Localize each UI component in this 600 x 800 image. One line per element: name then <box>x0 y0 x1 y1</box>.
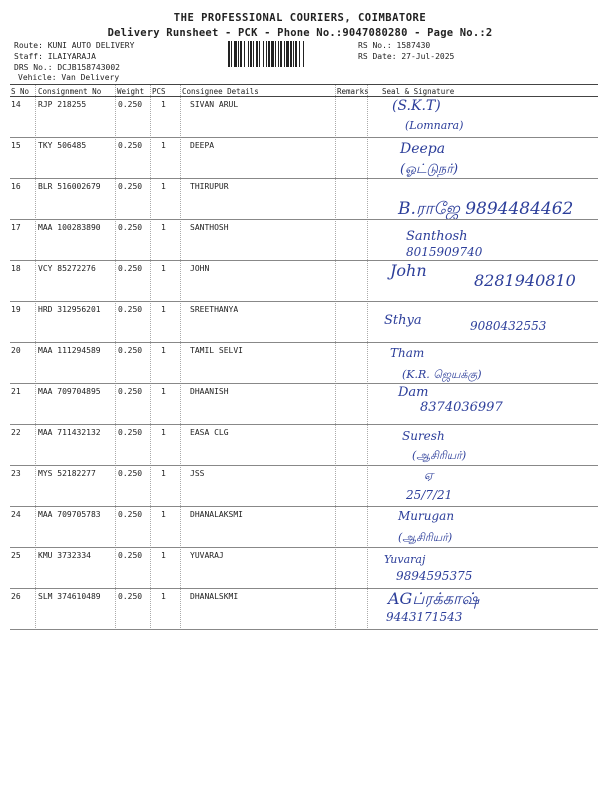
signature-text: (S.K.T) <box>392 98 441 114</box>
consignee-name: SANTHOSH <box>190 223 229 232</box>
weight-value: 0.250 <box>118 305 143 314</box>
row-divider <box>10 383 598 384</box>
signature-note: 9443171543 <box>386 610 463 624</box>
col-pcs-header: PCS <box>152 87 166 96</box>
row-serial-number: 18 <box>11 264 21 273</box>
row-serial-number: 20 <box>11 346 21 355</box>
pieces-count: 1 <box>161 141 166 150</box>
pieces-count: 1 <box>161 469 166 478</box>
row-serial-number: 15 <box>11 141 21 150</box>
document-subtitle: Delivery Runsheet - PCK - Phone No.:9047080280 - Page No.:2 <box>107 27 493 39</box>
route-label: Route: KUNI AUTO DELIVERY <box>14 41 135 50</box>
signature-text: Sthya <box>384 313 422 328</box>
weight-value: 0.250 <box>118 551 143 560</box>
signature-note: 9894595375 <box>396 569 473 583</box>
weight-value: 0.250 <box>118 182 143 191</box>
pieces-count: 1 <box>161 510 166 519</box>
row-serial-number: 23 <box>11 469 21 478</box>
staff-label: Staff: ILAIYARAJA <box>14 52 96 61</box>
col-consignment-header: Consignment No <box>38 87 102 96</box>
consignee-name: TAMIL SELVI <box>190 346 243 355</box>
row-divider <box>10 588 598 589</box>
col-consignee-header: Consignee Details <box>182 87 259 96</box>
table-header-rule <box>10 96 598 97</box>
consignment-number: SLM 374610489 <box>38 592 101 601</box>
consignment-number: VCY 85272276 <box>38 264 96 273</box>
pieces-count: 1 <box>161 387 166 396</box>
weight-value: 0.250 <box>118 100 143 109</box>
weight-value: 0.250 <box>118 387 143 396</box>
consignment-number: MAA 111294589 <box>38 346 101 355</box>
pieces-count: 1 <box>161 223 166 232</box>
signature-text: Suresh <box>402 429 445 443</box>
pieces-count: 1 <box>161 182 166 191</box>
signature-note: 8015909740 <box>406 245 483 259</box>
table-top-rule <box>10 84 598 85</box>
consignee-name: JSS <box>190 469 205 478</box>
signature-note: 8374036997 <box>420 400 503 415</box>
signature-text: Santhosh <box>406 229 468 244</box>
pieces-count: 1 <box>161 428 166 437</box>
consignment-number: MAA 100283890 <box>38 223 101 232</box>
pieces-count: 1 <box>161 264 166 273</box>
document-title: THE PROFESSIONAL COURIERS, COIMBATORE <box>173 12 427 24</box>
weight-value: 0.250 <box>118 510 143 519</box>
consignee-name: DEEPA <box>190 141 215 150</box>
consignee-name: YUVARAJ <box>190 551 224 560</box>
signature-text: Tham <box>390 346 425 360</box>
col-seal-header: Seal & Signature <box>382 87 455 96</box>
weight-value: 0.250 <box>118 469 143 478</box>
row-divider <box>10 465 598 466</box>
signature-note: (K.R. ஜெயக்கு) <box>402 368 482 381</box>
row-serial-number: 25 <box>11 551 21 560</box>
consignee-name: DHANALAKSMI <box>190 510 243 519</box>
consignee-name: JOHN <box>190 264 210 273</box>
consignment-number: MAA 711432132 <box>38 428 101 437</box>
consignment-number: MAA 709705783 <box>38 510 101 519</box>
consignment-number: MAA 709704895 <box>38 387 101 396</box>
consignee-name: SIVAN ARUL <box>190 100 239 109</box>
signature-note: B.ராஜே 9894484462 <box>398 199 574 219</box>
weight-value: 0.250 <box>118 264 143 273</box>
consignment-number: HRD 312956201 <box>38 305 101 314</box>
row-serial-number: 17 <box>11 223 21 232</box>
weight-value: 0.250 <box>118 223 143 232</box>
row-serial-number: 21 <box>11 387 21 396</box>
pieces-count: 1 <box>161 100 166 109</box>
consignment-number: TKY 506485 <box>38 141 87 150</box>
signature-text: Dam <box>398 385 429 400</box>
rs-date: RS Date: 27-Jul-2025 <box>358 52 455 61</box>
col-sno-header: S No <box>11 87 30 96</box>
rs-number: RS No.: 1587430 <box>358 41 431 50</box>
col-remarks-header: Remarks <box>337 87 369 96</box>
row-serial-number: 16 <box>11 182 21 191</box>
weight-value: 0.250 <box>118 428 143 437</box>
row-serial-number: 22 <box>11 428 21 437</box>
signature-note: (ஆசிரியர்) <box>398 531 453 544</box>
col-weight-header: Weight <box>117 87 145 96</box>
consignment-number: RJP 218255 <box>38 100 87 109</box>
signature-note: (ஆசிரியர்) <box>412 449 467 462</box>
weight-value: 0.250 <box>118 592 143 601</box>
pieces-count: 1 <box>161 346 166 355</box>
consignment-number: MYS 52182277 <box>38 469 96 478</box>
row-divider <box>10 547 598 548</box>
consignee-name: EASA CLG <box>190 428 229 437</box>
row-divider <box>10 137 598 138</box>
row-divider <box>10 301 598 302</box>
signature-note: 9080432553 <box>470 319 547 333</box>
consignee-name: SREETHANYA <box>190 305 239 314</box>
row-divider <box>10 424 598 425</box>
pieces-count: 1 <box>161 551 166 560</box>
consignment-number: KMU 3732334 <box>38 551 91 560</box>
consignment-number: BLR 516002679 <box>38 182 101 191</box>
vehicle-label: Vehicle: Van Delivery <box>18 73 120 82</box>
pieces-count: 1 <box>161 305 166 314</box>
signature-note: 25/7/21 <box>406 488 453 502</box>
consignee-name: DHAANISH <box>190 387 229 396</box>
row-divider <box>10 178 598 179</box>
signature-note: (Lomnara) <box>405 119 464 132</box>
signature-text: Deepa <box>400 141 446 157</box>
row-divider <box>10 506 598 507</box>
row-serial-number: 26 <box>11 592 21 601</box>
weight-value: 0.250 <box>118 346 143 355</box>
row-serial-number: 14 <box>11 100 21 109</box>
consignee-name: DHANALSKMI <box>190 592 239 601</box>
signature-note: (ஓட்டுநர்) <box>400 162 459 177</box>
row-divider <box>10 342 598 343</box>
drs-number: DRS No.: DCJB158743002 <box>14 63 120 72</box>
row-divider <box>10 219 598 220</box>
signature-text: John <box>390 261 427 280</box>
row-serial-number: 24 <box>11 510 21 519</box>
row-divider <box>10 629 598 630</box>
pieces-count: 1 <box>161 592 166 601</box>
barcode-image <box>228 41 340 67</box>
row-serial-number: 19 <box>11 305 21 314</box>
signature-text: Yuvaraj <box>384 553 426 566</box>
weight-value: 0.250 <box>118 141 143 150</box>
row-divider <box>10 260 598 261</box>
signature-text: ஏ <box>424 468 434 482</box>
signature-text: Murugan <box>398 509 455 523</box>
consignee-name: THIRUPUR <box>190 182 229 191</box>
signature-note: 8281940810 <box>474 271 576 290</box>
signature-text: AGப்ரக்காஷ் <box>388 589 480 608</box>
